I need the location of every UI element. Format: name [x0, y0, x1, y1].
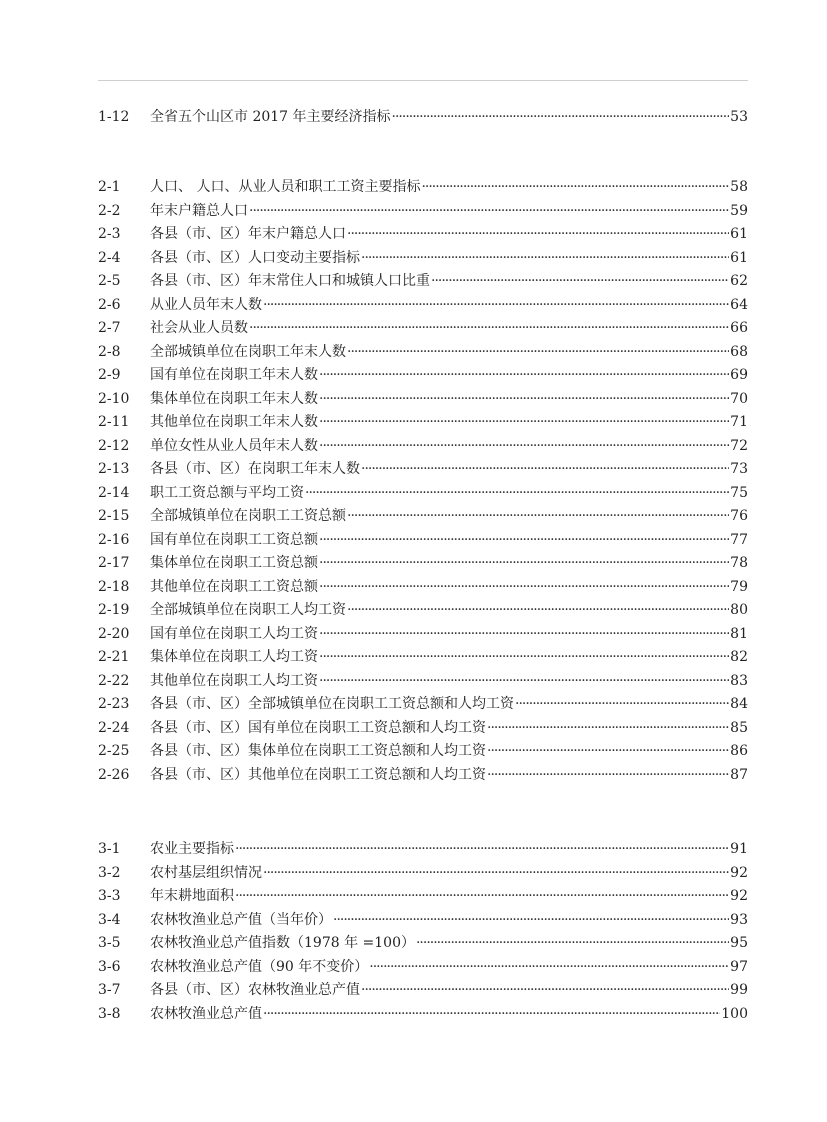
toc-entry-number: 2-16: [98, 531, 130, 548]
toc-dot-leader: [249, 200, 729, 224]
toc-entry-title: 年末户籍总人口: [150, 202, 248, 219]
toc-entry[interactable]: [98, 646, 748, 670]
toc-entry[interactable]: [98, 341, 748, 365]
toc-entry-number: 2-26: [98, 766, 130, 783]
toc-entry[interactable]: [98, 599, 748, 623]
toc-entry-page-number: 73: [730, 461, 748, 477]
toc-entry-title: 各县（市、区）人口变动主要指标: [150, 249, 360, 266]
toc-dot-leader: [361, 979, 729, 1003]
toc-entry-title: 其他单位在岗职工人均工资: [150, 672, 318, 689]
toc-entry-number: 2-6: [98, 296, 121, 313]
toc-dot-leader: [319, 623, 729, 647]
toc-entry-title: 农林牧渔业总产值（90 年不变价）: [150, 958, 369, 975]
toc-entry-number: 2-18: [98, 578, 130, 595]
toc-entry-number: 2-1: [98, 179, 121, 195]
toc-dot-leader: [347, 599, 729, 623]
toc-entry-number: 3-6: [98, 958, 121, 975]
toc-dot-leader: [347, 223, 729, 247]
toc-entry-number: 2-7: [98, 320, 121, 336]
toc-entry-page-number: 78: [730, 555, 748, 571]
toc-entry-title: 人口、 人口、从业人员和职工工资主要指标: [150, 179, 421, 195]
toc-entry-page-number: 81: [730, 625, 748, 642]
toc-entry-page-number: 95: [730, 935, 748, 951]
toc-entry-page-number: 92: [730, 864, 748, 881]
toc-entry[interactable]: [98, 364, 748, 388]
toc-entry-title: 其他单位在岗职工年末人数: [150, 414, 318, 430]
toc-entry-title: 各县（市、区）国有单位在岗职工工资总额和人均工资: [150, 719, 486, 736]
toc-dot-leader: [319, 364, 729, 388]
toc-entry-page-number: 79: [730, 578, 748, 595]
toc-entry-number: 3-2: [98, 864, 121, 881]
toc-entry[interactable]: [98, 200, 748, 224]
toc-dot-leader: [263, 294, 729, 318]
toc-entry-number: 3-7: [98, 982, 121, 998]
toc-entry-title: 各县（市、区）农林牧渔业总产值: [150, 982, 360, 998]
toc-entry[interactable]: [98, 106, 748, 130]
toc-entry-title: 职工工资总额与平均工资: [150, 484, 304, 501]
toc-entry[interactable]: [98, 505, 748, 529]
toc-entry[interactable]: [98, 764, 748, 788]
toc-entry[interactable]: [98, 388, 748, 412]
toc-dot-leader: [487, 717, 729, 741]
toc-dot-leader: [319, 552, 729, 576]
toc-entry-page-number: 71: [730, 414, 748, 430]
toc-entry-page-number: 99: [730, 982, 748, 998]
toc-entry-number: 2-8: [98, 343, 121, 360]
toc-dot-leader: [263, 1003, 720, 1027]
toc-entry[interactable]: [98, 1003, 748, 1027]
toc-entry[interactable]: [98, 176, 748, 200]
toc-entry-page-number: 70: [730, 390, 748, 407]
toc-entry[interactable]: [98, 317, 748, 341]
toc-entry-page-number: 66: [730, 320, 748, 336]
toc-entry-number: 2-13: [98, 461, 130, 477]
toc-dot-leader: [347, 341, 729, 365]
toc-dot-leader: [235, 885, 729, 909]
toc-entry-title: 集体单位在岗职工年末人数: [150, 390, 318, 407]
toc-dot-leader: [319, 670, 729, 694]
toc-entry-title: 全部城镇单位在岗职工年末人数: [150, 343, 346, 360]
toc-entry-page-number: 77: [730, 531, 748, 548]
toc-entry[interactable]: [98, 247, 748, 271]
toc-dot-leader: [361, 247, 729, 271]
toc-dot-leader: [392, 106, 730, 130]
toc-entry-title: 农林牧渔业总产值（当年价）: [150, 911, 332, 928]
toc-entry-page-number: 76: [730, 508, 748, 524]
toc-group-1: [98, 106, 748, 130]
toc-dot-leader: [319, 388, 729, 412]
toc-entry-number: 2-2: [98, 202, 121, 219]
toc-entry-number: 2-22: [98, 672, 130, 689]
toc-entry-page-number: 80: [730, 602, 748, 618]
toc-dot-leader: [263, 862, 729, 886]
toc-dot-leader: [235, 838, 729, 862]
toc-entry-title: 农业主要指标: [150, 841, 234, 857]
toc-entry[interactable]: [98, 885, 748, 909]
toc-entry-page-number: 87: [730, 766, 748, 783]
toc-dot-leader: [319, 646, 729, 670]
toc-entry-page-number: 100: [721, 1005, 748, 1022]
toc-group-2: [98, 176, 748, 787]
toc-entry-page-number: 72: [730, 437, 748, 454]
toc-entry-number: 2-14: [98, 484, 130, 501]
toc-entry-page-number: 69: [730, 367, 748, 383]
toc-dot-leader: [319, 435, 729, 459]
toc-entry-page-number: 85: [730, 719, 748, 736]
toc-dot-leader: [333, 909, 729, 933]
toc-dot-leader: [305, 482, 729, 506]
toc-entry[interactable]: [98, 458, 748, 482]
toc-entry[interactable]: [98, 623, 748, 647]
toc-entry[interactable]: [98, 740, 748, 764]
toc-dot-leader: [369, 956, 729, 980]
toc-entry-number: 3-8: [98, 1005, 121, 1022]
toc-entry-page-number: 62: [730, 273, 748, 289]
toc-entry[interactable]: [98, 717, 748, 741]
toc-entry-title: 各县（市、区）年末常住人口和城镇人口比重: [150, 273, 430, 289]
toc-entry[interactable]: [98, 932, 748, 956]
toc-entry[interactable]: [98, 862, 748, 886]
toc-entry[interactable]: [98, 956, 748, 980]
toc-dot-leader: [319, 411, 729, 435]
toc-dot-leader: [319, 529, 729, 553]
toc-entry[interactable]: [98, 670, 748, 694]
toc-entry-title: 各县（市、区）全部城镇单位在岗职工工资总额和人均工资: [150, 696, 514, 712]
toc-dot-leader: [416, 932, 729, 956]
toc-dot-leader: [347, 505, 729, 529]
toc-entry-title: 单位女性从业人员年末人数: [150, 437, 318, 454]
toc-entry-number: 2-3: [98, 226, 121, 242]
toc-entry-page-number: 58: [730, 179, 748, 195]
toc-entry-title: 各县（市、区）其他单位在岗职工工资总额和人均工资: [150, 766, 486, 783]
toc-entry-page-number: 93: [730, 911, 748, 928]
toc-dot-leader: [361, 458, 729, 482]
toc-entry-title: 集体单位在岗职工人均工资: [150, 649, 318, 665]
toc-entry-number: 3-4: [98, 911, 121, 928]
toc-entry[interactable]: [98, 979, 748, 1003]
toc-entry[interactable]: [98, 576, 748, 600]
toc-dot-leader: [431, 270, 729, 294]
toc-entry-title: 各县（市、区）在岗职工年末人数: [150, 461, 360, 477]
toc-entry-title: 年末耕地面积: [150, 888, 234, 904]
toc-dot-leader: [487, 740, 729, 764]
toc-entry-number: 2-25: [98, 743, 130, 759]
toc-entry-title: 各县（市、区）年末户籍总人口: [150, 226, 346, 242]
toc-entry-number: 2-21: [98, 649, 130, 665]
toc-entry[interactable]: [98, 693, 748, 717]
toc-entry[interactable]: [98, 435, 748, 459]
toc-entry-number: 2-9: [98, 367, 121, 383]
toc-entry-page-number: 61: [730, 226, 748, 242]
header-rule: [98, 80, 748, 81]
toc-entry-title: 全省五个山区市 2017 年主要经济指标: [150, 109, 391, 125]
toc-dot-leader: [515, 693, 729, 717]
toc-entry-page-number: 61: [730, 249, 748, 266]
toc-dot-leader: [487, 764, 729, 788]
toc-entry-number: 2-15: [98, 508, 130, 524]
toc-entry-number: 1-12: [98, 109, 130, 125]
toc-entry-page-number: 64: [730, 296, 748, 313]
toc-entry[interactable]: [98, 838, 748, 862]
toc-entry-number: 2-24: [98, 719, 130, 736]
toc-entry-title: 国有单位在岗职工工资总额: [150, 531, 318, 548]
toc-entry-title: 全部城镇单位在岗职工人均工资: [150, 602, 346, 618]
toc-entry-page-number: 53: [730, 109, 748, 125]
toc-entry[interactable]: [98, 294, 748, 318]
toc-entry[interactable]: [98, 552, 748, 576]
toc-entry-number: 2-19: [98, 602, 130, 618]
toc-entry[interactable]: [98, 411, 748, 435]
toc-entry-page-number: 75: [730, 484, 748, 501]
toc-entry-number: 2-5: [98, 273, 121, 289]
toc-entry-page-number: 84: [730, 696, 748, 712]
toc-entry-title: 国有单位在岗职工人均工资: [150, 625, 318, 642]
toc-entry[interactable]: [98, 482, 748, 506]
toc-entry-number: 3-1: [98, 841, 121, 857]
toc-entry-title: 各县（市、区）集体单位在岗职工工资总额和人均工资: [150, 743, 486, 759]
toc-entry-page-number: 91: [730, 841, 748, 857]
toc-entry[interactable]: [98, 909, 748, 933]
toc-entry-number: 2-10: [98, 390, 130, 407]
toc-entry-page-number: 59: [730, 202, 748, 219]
toc-entry[interactable]: [98, 270, 748, 294]
toc-entry-page-number: 68: [730, 343, 748, 360]
toc-entry-title: 农村基层组织情况: [150, 864, 262, 881]
toc-entry-page-number: 97: [730, 958, 748, 975]
toc-entry-title: 农林牧渔业总产值: [150, 1005, 262, 1022]
toc-entry-title: 集体单位在岗职工工资总额: [150, 555, 318, 571]
toc-entry-number: 2-12: [98, 437, 130, 454]
toc-entry-title: 从业人员年末人数: [150, 296, 262, 313]
toc-entry-number: 2-11: [98, 414, 130, 430]
toc-entry-number: 2-23: [98, 696, 130, 712]
toc-entry-page-number: 86: [730, 743, 748, 759]
toc-entry-title: 农林牧渔业总产值指数（1978 年 =100）: [150, 935, 415, 951]
toc-entry-number: 2-4: [98, 249, 121, 266]
toc-entry-page-number: 92: [730, 888, 748, 904]
toc-dot-leader: [249, 317, 729, 341]
toc-entry-number: 2-20: [98, 625, 130, 642]
toc-entry-number: 2-17: [98, 555, 130, 571]
toc-entry-title: 国有单位在岗职工年末人数: [150, 367, 318, 383]
toc-dot-leader: [319, 576, 729, 600]
toc-entry-title: 全部城镇单位在岗职工工资总额: [150, 508, 346, 524]
toc-entry-number: 3-5: [98, 935, 121, 951]
toc-dot-leader: [421, 176, 729, 200]
toc-entry-title: 其他单位在岗职工工资总额: [150, 578, 318, 595]
toc-entry-page-number: 83: [730, 672, 748, 689]
toc-entry[interactable]: [98, 529, 748, 553]
toc-entry-page-number: 82: [730, 649, 748, 665]
toc-entry[interactable]: [98, 223, 748, 247]
toc-group-3: [98, 838, 748, 1026]
toc-entry-number: 3-3: [98, 888, 121, 904]
toc-entry-title: 社会从业人员数: [150, 320, 248, 336]
